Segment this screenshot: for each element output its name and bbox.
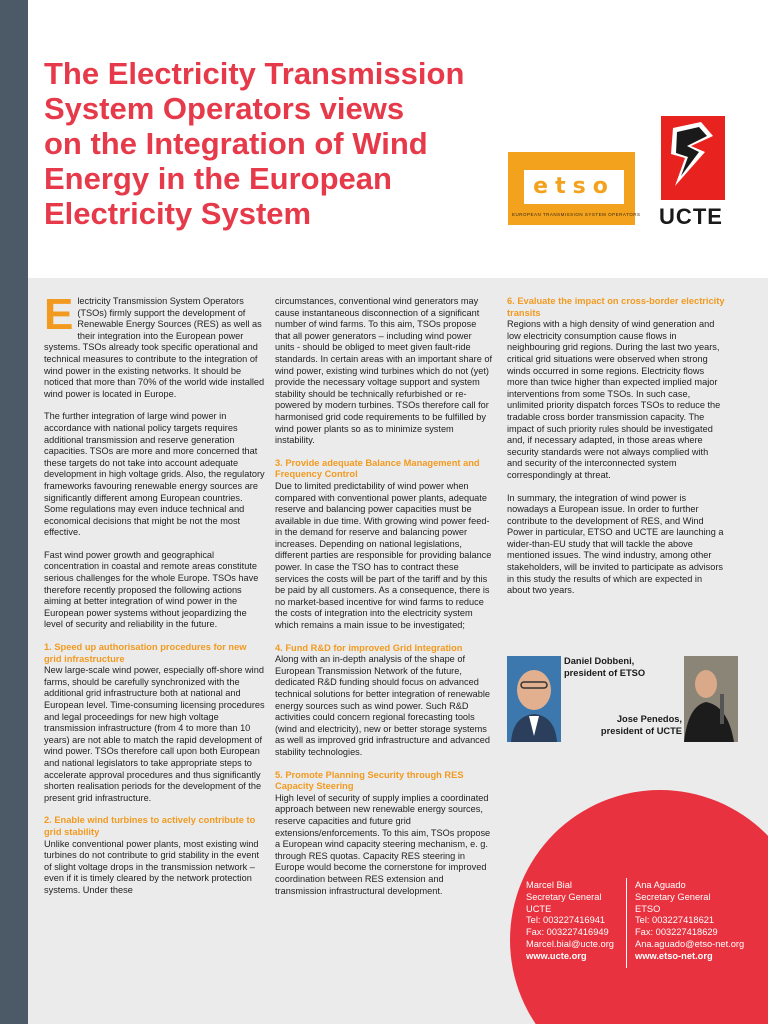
paragraph: In summary, the integration of wind power is nowadays a European issue. In order to further contribute to the development of RES, and Wind Power in particular, ETSO and UCTE are launching a wider-than-EU study that will tackle the above mentioned issues. The wind industry, among other stakeholders, will be invited to participate as advisors in this study the results of which are expected in about two years. bbox=[507, 492, 724, 596]
title-line: System Operators views bbox=[44, 91, 405, 126]
section-heading: 2. Enable wind turbines to actively contribute to grid stability bbox=[44, 815, 256, 837]
person-role: president of UCTE bbox=[600, 726, 682, 736]
caption-dobbeni bbox=[564, 655, 679, 679]
contact-etso bbox=[635, 880, 755, 963]
person-icon bbox=[507, 656, 561, 742]
etso-logo-box bbox=[524, 170, 624, 204]
contact-divider bbox=[626, 878, 627, 968]
title-line: Energy in the European bbox=[44, 161, 392, 196]
dropcap: E bbox=[44, 290, 74, 339]
contact-ucte bbox=[526, 880, 626, 963]
contact-fax: Fax: 003227418629 bbox=[635, 927, 718, 938]
section-heading: 4. Fund R&D for improved Grid Integration bbox=[275, 642, 463, 653]
article-column-2 bbox=[275, 296, 493, 908]
title-line: The Electricity Transmission bbox=[44, 56, 465, 91]
paragraph: The further integration of large wind power in accordance with national policy targets requires additional transmission and reserve generation capacities. TSOs are more and more concerned that these targets do not take into account adequate development in high voltage grids. Also, the regulatory frameworks favouring renewable energy sources are significantly different among European countries. Some regulations may even induce technical and economical decisions that might be not the most effective. bbox=[44, 411, 265, 538]
contact-email[interactable]: Ana.aguado@etso-net.org bbox=[635, 938, 745, 949]
paragraph: Unlike conventional power plants, most existing wind turbines do not contribute to grid stability in the event of slight voltage drops in the transmission network – even if it is timely cleared by the network protection systems. Under these bbox=[44, 838, 260, 895]
contact-tel: Tel: 003227416941 bbox=[526, 915, 606, 926]
etso-logo-subtitle: EUROPEAN TRANSMISSION SYSTEM OPERATORS bbox=[512, 212, 641, 217]
article-column-3 bbox=[507, 296, 725, 608]
contact-email[interactable]: Marcel.bial@ucte.org bbox=[526, 938, 614, 949]
page-title bbox=[44, 56, 484, 231]
intro-text: lectricity Transmission System Operators (TSOs) firmly support the development of Renewable Energy Sources (RES) as well as their integration into the European power systems. TSOs already took specific operational and technical measures to contribute to the integration of wind power in the existing networks. It should be noticed that more than 70% of the world wide installed wind power is located in Europe. bbox=[44, 296, 265, 399]
section-heading: 1. Speed up authorisation procedures for new grid infrastructure bbox=[44, 642, 247, 664]
paragraph: Regions with a high density of wind generation and low electricity consumption cause flows in neighbouring grid regions. During the last two years, critical grid situations were observed when strong winds occurred in some regions. Electricity flows more than twice higher than expected implied major interventions from some TSOs. In such case, unlimited priority dispatch forces TSOs to reduce the tradable cross border transmission capacity. The impact of such priority rules should be investigated and, if necessary adapted, in those areas where security standards were not always complied with and security of the interconnected system correspondingly at threat. bbox=[507, 319, 721, 480]
contact-website[interactable]: www.ucte.org bbox=[526, 950, 587, 961]
paragraph: circumstances, conventional wind generators may cause instantaneous disconnection of a significant number of wind farms. To this aim, TSOs propose that all power generators – including wind power units - should be obliged to meet given fault-ride standards. In certain areas with an important share of wind power, existing wind turbines which do not (yet) provide the necessary voltage support and system stability should be technically refurbished or re-powered by modern turbines. TSOs therefore call for harmonised grid code requirements to be fulfilled by wind power plants so as to minimize system instability. bbox=[275, 296, 493, 446]
section-heading: 3. Provide adequate Balance Management and Frequency Control bbox=[275, 457, 480, 480]
lightning-icon bbox=[661, 116, 725, 200]
title-line: Electricity System bbox=[44, 196, 312, 231]
person-name: Daniel Dobbeni, bbox=[564, 656, 635, 666]
section-heading: 5. Promote Planning Security through RES Capacity Steering bbox=[275, 769, 464, 792]
ucte-logo-text: UCTE bbox=[659, 204, 723, 229]
etso-logo-text: etso bbox=[533, 174, 615, 199]
portrait-photo-dobbeni bbox=[507, 656, 561, 742]
left-margin-bar bbox=[0, 0, 28, 1024]
article-column-1 bbox=[44, 290, 266, 908]
etso-logo bbox=[508, 152, 641, 225]
contact-fax: Fax: 003227416949 bbox=[526, 927, 609, 938]
contact-org: ETSO bbox=[635, 903, 661, 914]
paragraph: Due to limited predictability of wind power when compared with conventional power plants, adequate reserve and balancing power capacities must be available in due time. With growing wind power feed-in the demand for reserve and balancing power increases. Depending on national legislations, different parties are responsible for providing balance power. In case the TSO has to contract these services the costs will be part of the tariff and by this be paid by all customers. As a consequence, there is no market-based incentive for wind farms to reduce the costs of integration into the electricity system which remains a main issue to be investigated; bbox=[275, 480, 492, 631]
contact-name: Marcel Bial bbox=[526, 880, 572, 890]
intro-paragraph bbox=[44, 290, 266, 400]
ucte-flag-icon bbox=[661, 116, 725, 200]
portrait-photo-penedos bbox=[684, 656, 738, 742]
ucte-logo bbox=[657, 116, 725, 232]
paragraph: High level of security of supply implies a coordinated approach between new renewable energy sources, reserve capacities and future grid extensions/enforcements. To this aim, TSOs propose a European wind capacity steering mechanism, e. g. through RES quotas. Capacity RES steering in Europe would become the cornerstone for improved coordination between RES extension and transmission infrastructural development. bbox=[275, 792, 491, 896]
person-role: president of ETSO bbox=[564, 668, 646, 678]
contact-tel: Tel: 003227418621 bbox=[635, 915, 715, 926]
paragraph: Along with an in-depth analysis of the shape of European Transmission Network of the future, dedicated R&D funding should focus on advanced technical solutions for better integration of renewable energy sources such as wind power. Such R&D activities could concern regional forecasting tools (wind and electricity), new or better storage systems as well as improved grid infrastructure and advanced stability technologies. bbox=[275, 654, 491, 757]
paragraph: New large-scale wind power, especially off-shore wind farms, should be carefully synchronized with the additional grid infrastructure both at national and European level. Time-consuming licensing procedures and legal proceedings for new high voltage transmission infrastructure (from 4 to more than 10 years) are not able to match the rapid development of wind power. TSOs therefore call upon both European and national legislators to take appropriate steps to accelerate approval procedures and thus significantly shorten realisation periods for the development of the present grid infrastructure. bbox=[44, 665, 265, 803]
contact-name: Ana Aguado bbox=[635, 880, 686, 890]
title-line: on the Integration of Wind bbox=[44, 126, 428, 161]
person-name: Jose Penedos, bbox=[616, 714, 682, 724]
section-heading: 6. Evaluate the impact on cross-border electricity transits bbox=[507, 296, 725, 318]
contact-title: Secretary General bbox=[526, 891, 602, 902]
person-icon bbox=[684, 656, 738, 742]
contact-website[interactable]: www.etso-net.org bbox=[635, 950, 713, 961]
paragraph: Fast wind power growth and geographical concentration in coastal and remote areas constitute serious challenges for the whole Europe. TSOs have therefore recently proposed the following actions aiming at better integration of wind power in the European power systems without jeopardizing the level of security and reliability in the future. bbox=[44, 549, 259, 630]
caption-penedos bbox=[562, 713, 682, 737]
contact-org: UCTE bbox=[526, 903, 552, 914]
contact-title: Secretary General bbox=[635, 891, 711, 902]
